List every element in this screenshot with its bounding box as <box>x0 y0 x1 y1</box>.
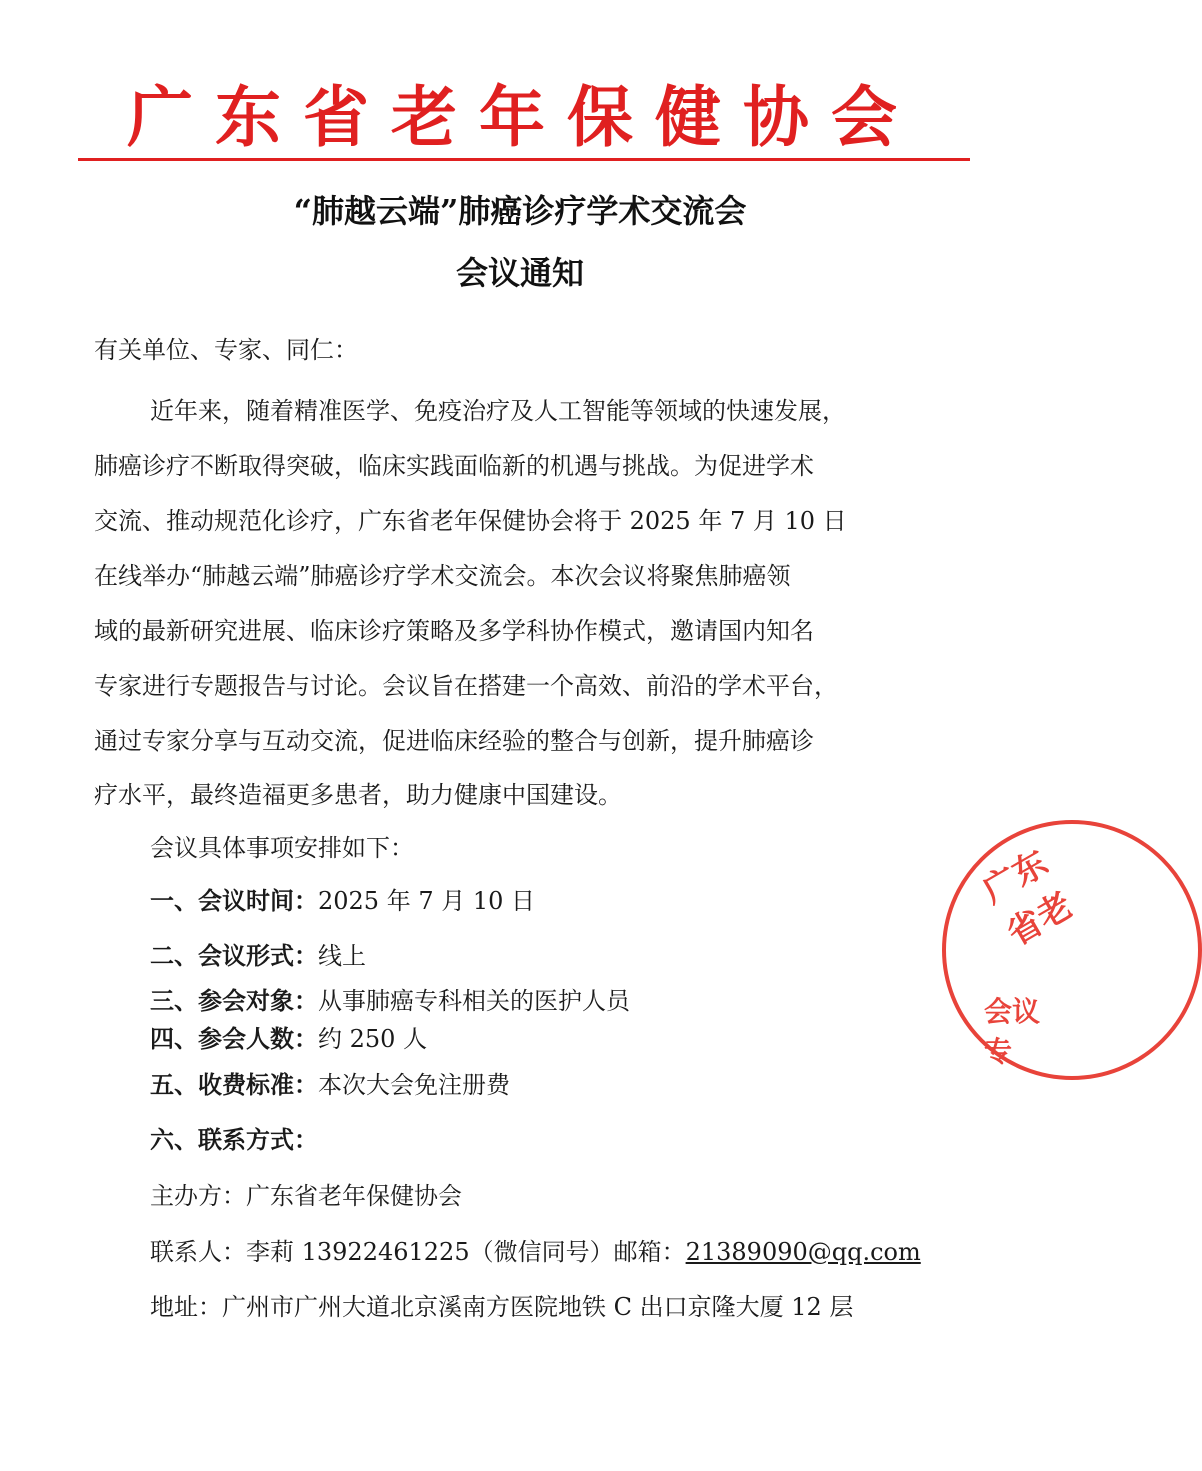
item-label: 六、联系方式： <box>150 1125 318 1154</box>
seal-text-top: 广东省老 <box>976 842 1080 955</box>
body-line: 交流、推动规范化诊疗，广东省老年保健协会将于 2025 年 7 月 10 日 <box>94 507 847 535</box>
body-line: 在线举办“肺越云端”肺癌诊疗学术交流会。本次会议将聚焦肺癌领 <box>94 562 791 590</box>
item-audience <box>150 987 630 1015</box>
item-value: 从事肺癌专科相关的医护人员 <box>318 987 630 1015</box>
organizer: 主办方：广东省老年保健协会 <box>150 1182 462 1210</box>
item-format <box>150 942 366 970</box>
seal-text-bottom: 会议专 <box>984 995 1041 1068</box>
body-line: 疗水平，最终造福更多患者，助力健康中国建设。 <box>94 781 622 809</box>
body-line: 通过专家分享与互动交流，促进临床经验的整合与创新，提升肺癌诊 <box>94 727 814 755</box>
schedule-intro: 会议具体事项安排如下： <box>150 834 414 862</box>
item-value: 线上 <box>318 942 366 970</box>
item-label: 三、参会对象： <box>150 986 318 1015</box>
body-line: 肺癌诊疗不断取得突破，临床实践面临新的机遇与挑战。为促进学术 <box>94 452 814 480</box>
item-attendance <box>150 1025 427 1053</box>
item-fee <box>150 1071 510 1099</box>
item-contact <box>150 1126 318 1154</box>
notice-title: “肺越云端”肺癌诊疗学术交流会 <box>293 192 747 230</box>
contact-line <box>150 1238 921 1266</box>
body-line: 专家进行专题报告与讨论。会议旨在搭建一个高效、前沿的学术平台， <box>94 672 838 700</box>
item-label: 二、会议形式： <box>150 941 318 970</box>
contact-email-link[interactable]: 21389090@qq.com <box>685 1238 921 1266</box>
item-label: 五、收费标准： <box>150 1070 318 1099</box>
item-value: 2025 年 7 月 10 日 <box>318 887 536 915</box>
letterhead-title: 广东省老年保健协会 <box>127 78 919 156</box>
item-value: 本次大会免注册费 <box>318 1071 510 1099</box>
item-label: 一、会议时间： <box>150 886 318 915</box>
contact-person: 联系人：李莉 13922461225（微信同号）邮箱： <box>150 1238 686 1266</box>
salutation: 有关单位、专家、同仁： <box>94 336 358 364</box>
item-label: 四、参会人数： <box>150 1024 318 1053</box>
body-line: 近年来，随着精准医学、免疫治疗及人工智能等领域的快速发展， <box>150 397 846 425</box>
address: 地址：广州市广州大道北京溪南方医院地铁 C 出口京隆大厦 12 层 <box>150 1293 854 1321</box>
item-value: 约 250 人 <box>318 1025 428 1053</box>
letterhead-rule <box>78 158 970 161</box>
notice-subtitle: 会议通知 <box>455 254 584 292</box>
item-time <box>150 887 535 915</box>
body-line: 域的最新研究进展、临床诊疗策略及多学科协作模式，邀请国内知名 <box>94 617 814 645</box>
